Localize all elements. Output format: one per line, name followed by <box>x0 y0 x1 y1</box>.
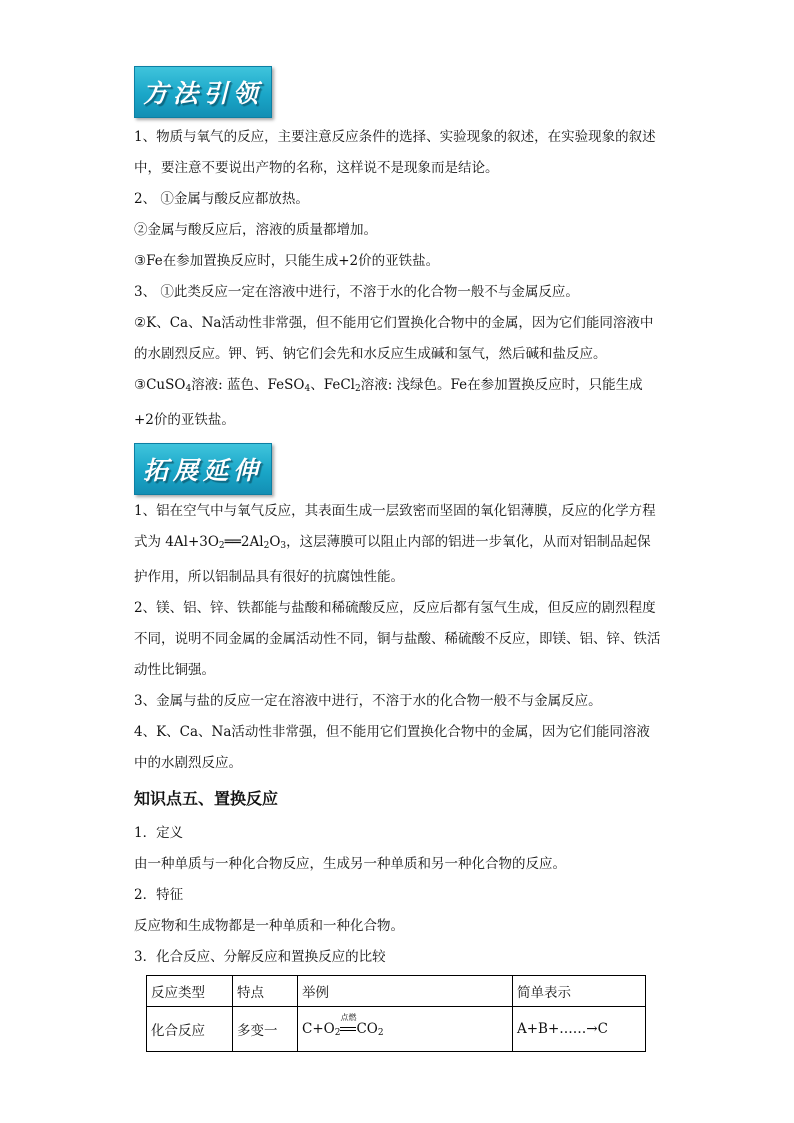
header-cell-simple: 简单表示 <box>513 976 646 1007</box>
ext-p1-part-b: ══2Al <box>224 534 264 550</box>
method-p7-part-b: 溶液: 蓝色、FeSO <box>191 377 305 393</box>
header-cell-type: 反应类型 <box>147 976 233 1007</box>
extension-paragraph-2: 2、镁、铝、锌、铁都能与盐酸和稀硫酸反应，反应后都有氢气生成，但反应的剧烈程度不同，说明不同金属的金属活动性不同，铜与盐酸、稀硫酸不反应，即镁、铝、锌、铁活动性比铜强。 <box>134 600 661 678</box>
ext-p1-sub-2b: 2 <box>263 541 270 551</box>
method-paragraph-2: 2、 ①金属与酸反应都放热。 <box>134 191 309 207</box>
ext-p1-sub-3: 3 <box>280 541 287 551</box>
cell-reaction-type: 化合反应 <box>147 1007 233 1052</box>
condition-label: 点燃 <box>340 1012 357 1022</box>
comparison-label: 3．化合反应、分解反应和置换反应的比较 <box>134 949 386 965</box>
example-reactant: C+O <box>302 1020 335 1037</box>
cell-simple-form: A+B+……→C <box>513 1007 646 1052</box>
method-guide-content <box>134 122 662 436</box>
ext-p1-sub-2a: 2 <box>218 541 225 551</box>
example-product: CO <box>356 1020 378 1037</box>
method-p7-sub-4a: 4 <box>185 384 192 394</box>
extension-paragraph-1 <box>134 496 662 593</box>
extension-content <box>134 496 662 779</box>
definition-label: 1．定义 <box>134 825 184 841</box>
method-p7-part-d: 溶液: 浅绿色。Fe在参加置换反应时，只能生成+2价的亚铁盐。 <box>134 377 643 428</box>
ext-p1-part-c: O <box>269 534 281 550</box>
example-sub-2: 2 <box>377 1027 384 1038</box>
reaction-condition <box>340 1012 357 1037</box>
equals-sign <box>340 1027 356 1031</box>
extension-banner <box>134 443 272 495</box>
extension-title: 拓展延伸 <box>142 456 263 485</box>
method-p7-sub-4b: 4 <box>304 384 311 394</box>
method-paragraph-4: ③Fe在参加置换反应时，只能生成+2价的亚铁盐。 <box>134 253 440 269</box>
ext-p1-part-a: 1、铝在空气中与氧气反应，其表面生成一层致密而坚固的氧化铝薄膜，反应的化学方程式为 4Al+3O <box>134 503 656 550</box>
method-paragraph-1: 1、物质与氧气的反应，主要注意反应条件的选择、实验现象的叙述，在实验现象的叙述中，要注意不要说出产物的名称，这样说不是现象而是结论。 <box>134 129 656 176</box>
feature-label: 2．特征 <box>134 887 184 903</box>
method-paragraph-7 <box>134 370 662 436</box>
example-sub-1: 2 <box>334 1027 341 1038</box>
method-guide-title: 方法引领 <box>142 79 263 108</box>
header-cell-feature: 特点 <box>233 976 298 1007</box>
method-p7-part-c: 、FeCl <box>310 377 355 393</box>
method-paragraph-6: ②K、Ca、Na活动性非常强，但不能用它们置换化合物中的金属，因为它们能同溶液中的水剧烈反应。钾、钙、钠它们会先和水反应生成碱和氢气，然后碱和盐反应。 <box>134 315 654 362</box>
knowledge-content <box>134 818 662 973</box>
table-row <box>147 1007 646 1052</box>
cell-feature: 多变一 <box>233 1007 298 1052</box>
ext-p1-part-d: ，这层薄膜可以阻止内部的铝进一步氧化，从而对铝制品起保护作用，所以铝制品具有很好的抗腐蚀性能。 <box>134 534 651 585</box>
definition-text: 由一种单质与一种化合物反应，生成另一种单质和另一种化合物的反应。 <box>134 856 566 872</box>
cell-example <box>298 1007 513 1052</box>
method-guide-banner <box>134 66 272 118</box>
header-cell-example: 举例 <box>298 976 513 1007</box>
table-header-row <box>147 976 646 1007</box>
extension-paragraph-4: 4、K、Ca、Na活动性非常强，但不能用它们置换化合物中的金属，因为它们能同溶液中的水剧烈反应。 <box>134 724 650 771</box>
feature-text: 反应物和生成物都是一种单质和一种化合物。 <box>134 918 404 934</box>
method-paragraph-3: ②金属与酸反应后，溶液的质量都增加。 <box>134 222 377 238</box>
method-p7-sub-2: 2 <box>354 384 361 394</box>
knowledge-point-heading: 知识点五、置换反应 <box>134 789 279 808</box>
reaction-comparison-table <box>146 975 646 1052</box>
method-paragraph-5: 3、 ①此类反应一定在溶液中进行，不溶于水的化合物一般不与金属反应。 <box>134 284 579 300</box>
method-p7-part-a: ③CuSO <box>134 377 186 393</box>
extension-paragraph-3: 3、金属与盐的反应一定在溶液中进行，不溶于水的化合物一般不与金属反应。 <box>134 693 602 709</box>
